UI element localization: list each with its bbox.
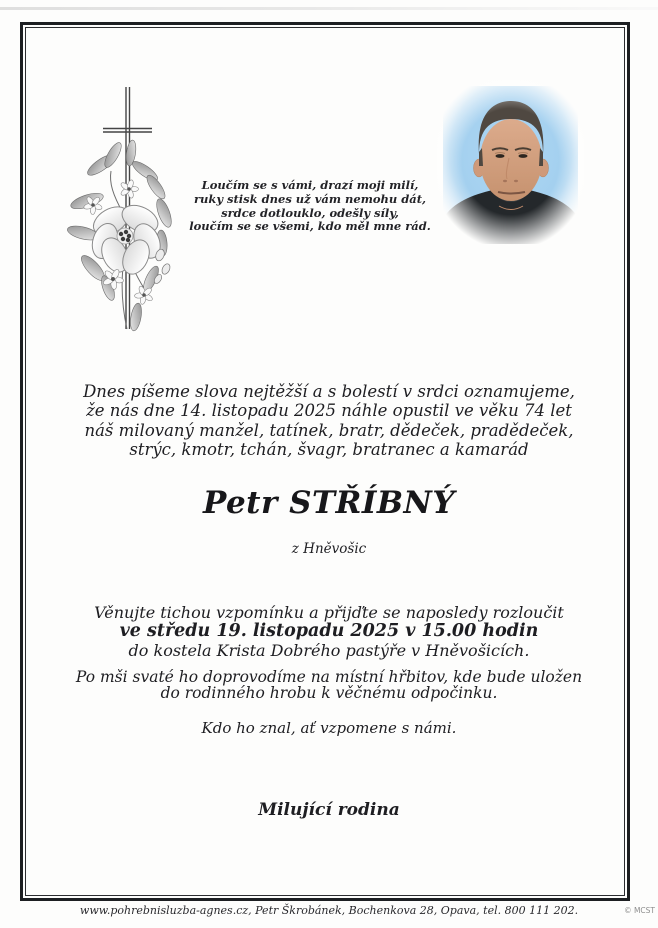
invitation-line: Věnujte tichou vzpomínku a přijďte se naposledy rozloučit (94, 603, 564, 622)
portrait-photo (443, 86, 578, 244)
poem-line: Loučím se s vámi, drazí moji milí, (201, 178, 419, 192)
burial-info (29, 670, 629, 702)
funeral-invitation (29, 603, 629, 660)
poem-line: ruky stisk dnes už vám nemohu dát, (193, 191, 427, 206)
poem-line: srdce dotlouklo, odešly síly, (221, 205, 399, 220)
funeral-place: do kostela Krista Dobrého pastýře v Hněvošicích. (128, 641, 530, 660)
announcement-line: strýc, kmotr, tchán, švagr, bratranec a kamarád (129, 440, 529, 460)
family-signature: Milující rodina (258, 800, 400, 820)
burial-line: Po mši svaté ho doprovodíme na místní hřbitov, kde bude uložen (75, 668, 583, 686)
poem-line: loučím se se všemi, kdo měl mne rád. (189, 219, 431, 234)
funeral-datetime: ve středu 19. listopadu 2025 v 15.00 hodin (119, 621, 539, 641)
announcement-text (29, 382, 629, 460)
announcement-line: že nás dne 14. listopadu 2025 náhle opustil ve věku 74 let (86, 401, 572, 421)
burial-line: do rodinného hrobu k věčnému odpočinku. (160, 683, 498, 702)
deceased-name: Petr STŘÍBNÝ (202, 485, 456, 521)
announcement-line: Dnes píšeme slova nejtěžší a s bolestí v srdci oznamujeme, (83, 382, 575, 401)
funeral-home-footer: www.pohrebnisluzba-agnes.cz, Petr Škrobánek, Bochenkova 28, Opava, tel. 800 111 202. (79, 904, 579, 917)
portrait-photo-image (443, 86, 578, 244)
announcement-line: náš milovaný manžel, tatínek, bratr, dědeček, pradědeček, (84, 420, 574, 440)
farewell-poem (165, 179, 455, 234)
scan-artifact-line (0, 7, 658, 10)
remembrance-line: Kdo ho znal, ať vzpomene s námi. (201, 719, 457, 737)
print-copyright: © MCST (624, 906, 655, 915)
deceased-origin: z Hněvošic (291, 541, 367, 557)
